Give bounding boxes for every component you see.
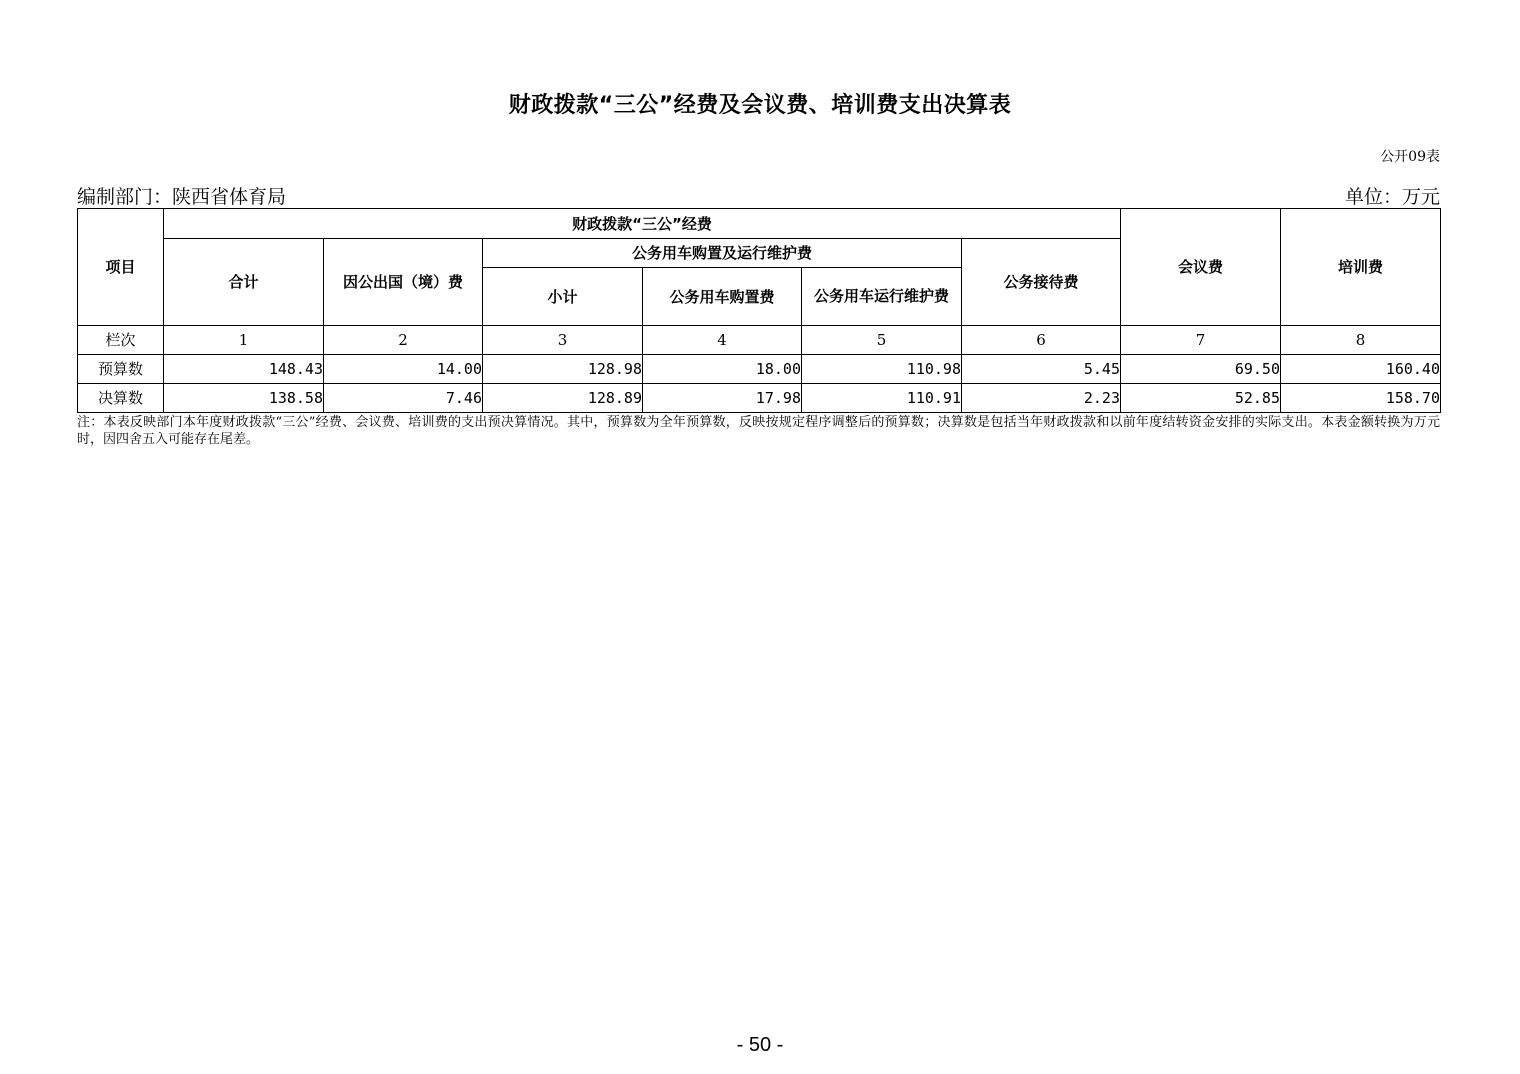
header-vehicle-operation: 公务用车运行维护费 (802, 268, 962, 326)
table-cell: 3 (483, 326, 643, 355)
row-label: 决算数 (78, 384, 164, 413)
table-cell: 2.23 (962, 384, 1121, 413)
table-row (78, 384, 1441, 413)
table-row (78, 326, 1441, 355)
table-cell: 160.40 (1281, 355, 1441, 384)
header-meeting: 会议费 (1121, 209, 1281, 326)
header-total: 合计 (164, 239, 324, 326)
header-reception: 公务接待费 (962, 239, 1121, 326)
unit-label: 单位：万元 (1344, 186, 1440, 208)
expenditure-table (77, 208, 1441, 413)
header-sangong-group: 财政拨款“三公”经费 (164, 209, 1121, 239)
header-subtotal: 小计 (483, 268, 643, 326)
page-title: 财政拨款“三公”经费及会议费、培训费支出决算表 (508, 93, 1012, 118)
table-cell: 138.58 (164, 384, 324, 413)
header-vehicle-purchase: 公务用车购置费 (643, 268, 802, 326)
table-cell: 5.45 (962, 355, 1121, 384)
header-abroad: 因公出国（境）费 (324, 239, 483, 326)
table-cell: 18.00 (643, 355, 802, 384)
table-cell: 158.70 (1281, 384, 1441, 413)
table-cell: 4 (643, 326, 802, 355)
table-cell: 110.98 (802, 355, 962, 384)
department-label: 编制部门：陕西省体育局 (77, 186, 287, 208)
footnote: 注：本表反映部门本年度财政拨款“三公”经费、会议费、培训费的支出预决算情况。其中，预算数为全年预算数，反映按规定程序调整后的预算数；决算数是包括当年财政拨款和以前年度结转资金安排的实际支出。本表金额转换为万元时，因四舍五入可能存在尾差。 (77, 415, 1440, 447)
table-cell: 69.50 (1121, 355, 1281, 384)
table-cell: 5 (802, 326, 962, 355)
row-label: 栏次 (78, 326, 164, 355)
header-vehicle-group: 公务用车购置及运行维护费 (483, 239, 962, 268)
table-cell: 2 (324, 326, 483, 355)
row-label: 预算数 (78, 355, 164, 384)
table-cell: 1 (164, 326, 324, 355)
header-training: 培训费 (1281, 209, 1441, 326)
table-cell: 52.85 (1121, 384, 1281, 413)
table-cell: 128.89 (483, 384, 643, 413)
table-row (78, 355, 1441, 384)
table-cell: 148.43 (164, 355, 324, 384)
header-info-line (77, 182, 1440, 208)
header-item: 项目 (78, 209, 164, 326)
table-cell: 7 (1121, 326, 1281, 355)
table-cell: 17.98 (643, 384, 802, 413)
table-cell: 14.00 (324, 355, 483, 384)
page-number: - 50 - (736, 1034, 784, 1056)
table-cell: 7.46 (324, 384, 483, 413)
form-code: 公开09表 (1380, 149, 1440, 165)
table-cell: 8 (1281, 326, 1441, 355)
table-cell: 128.98 (483, 355, 643, 384)
table-cell: 110.91 (802, 384, 962, 413)
table-cell: 6 (962, 326, 1121, 355)
